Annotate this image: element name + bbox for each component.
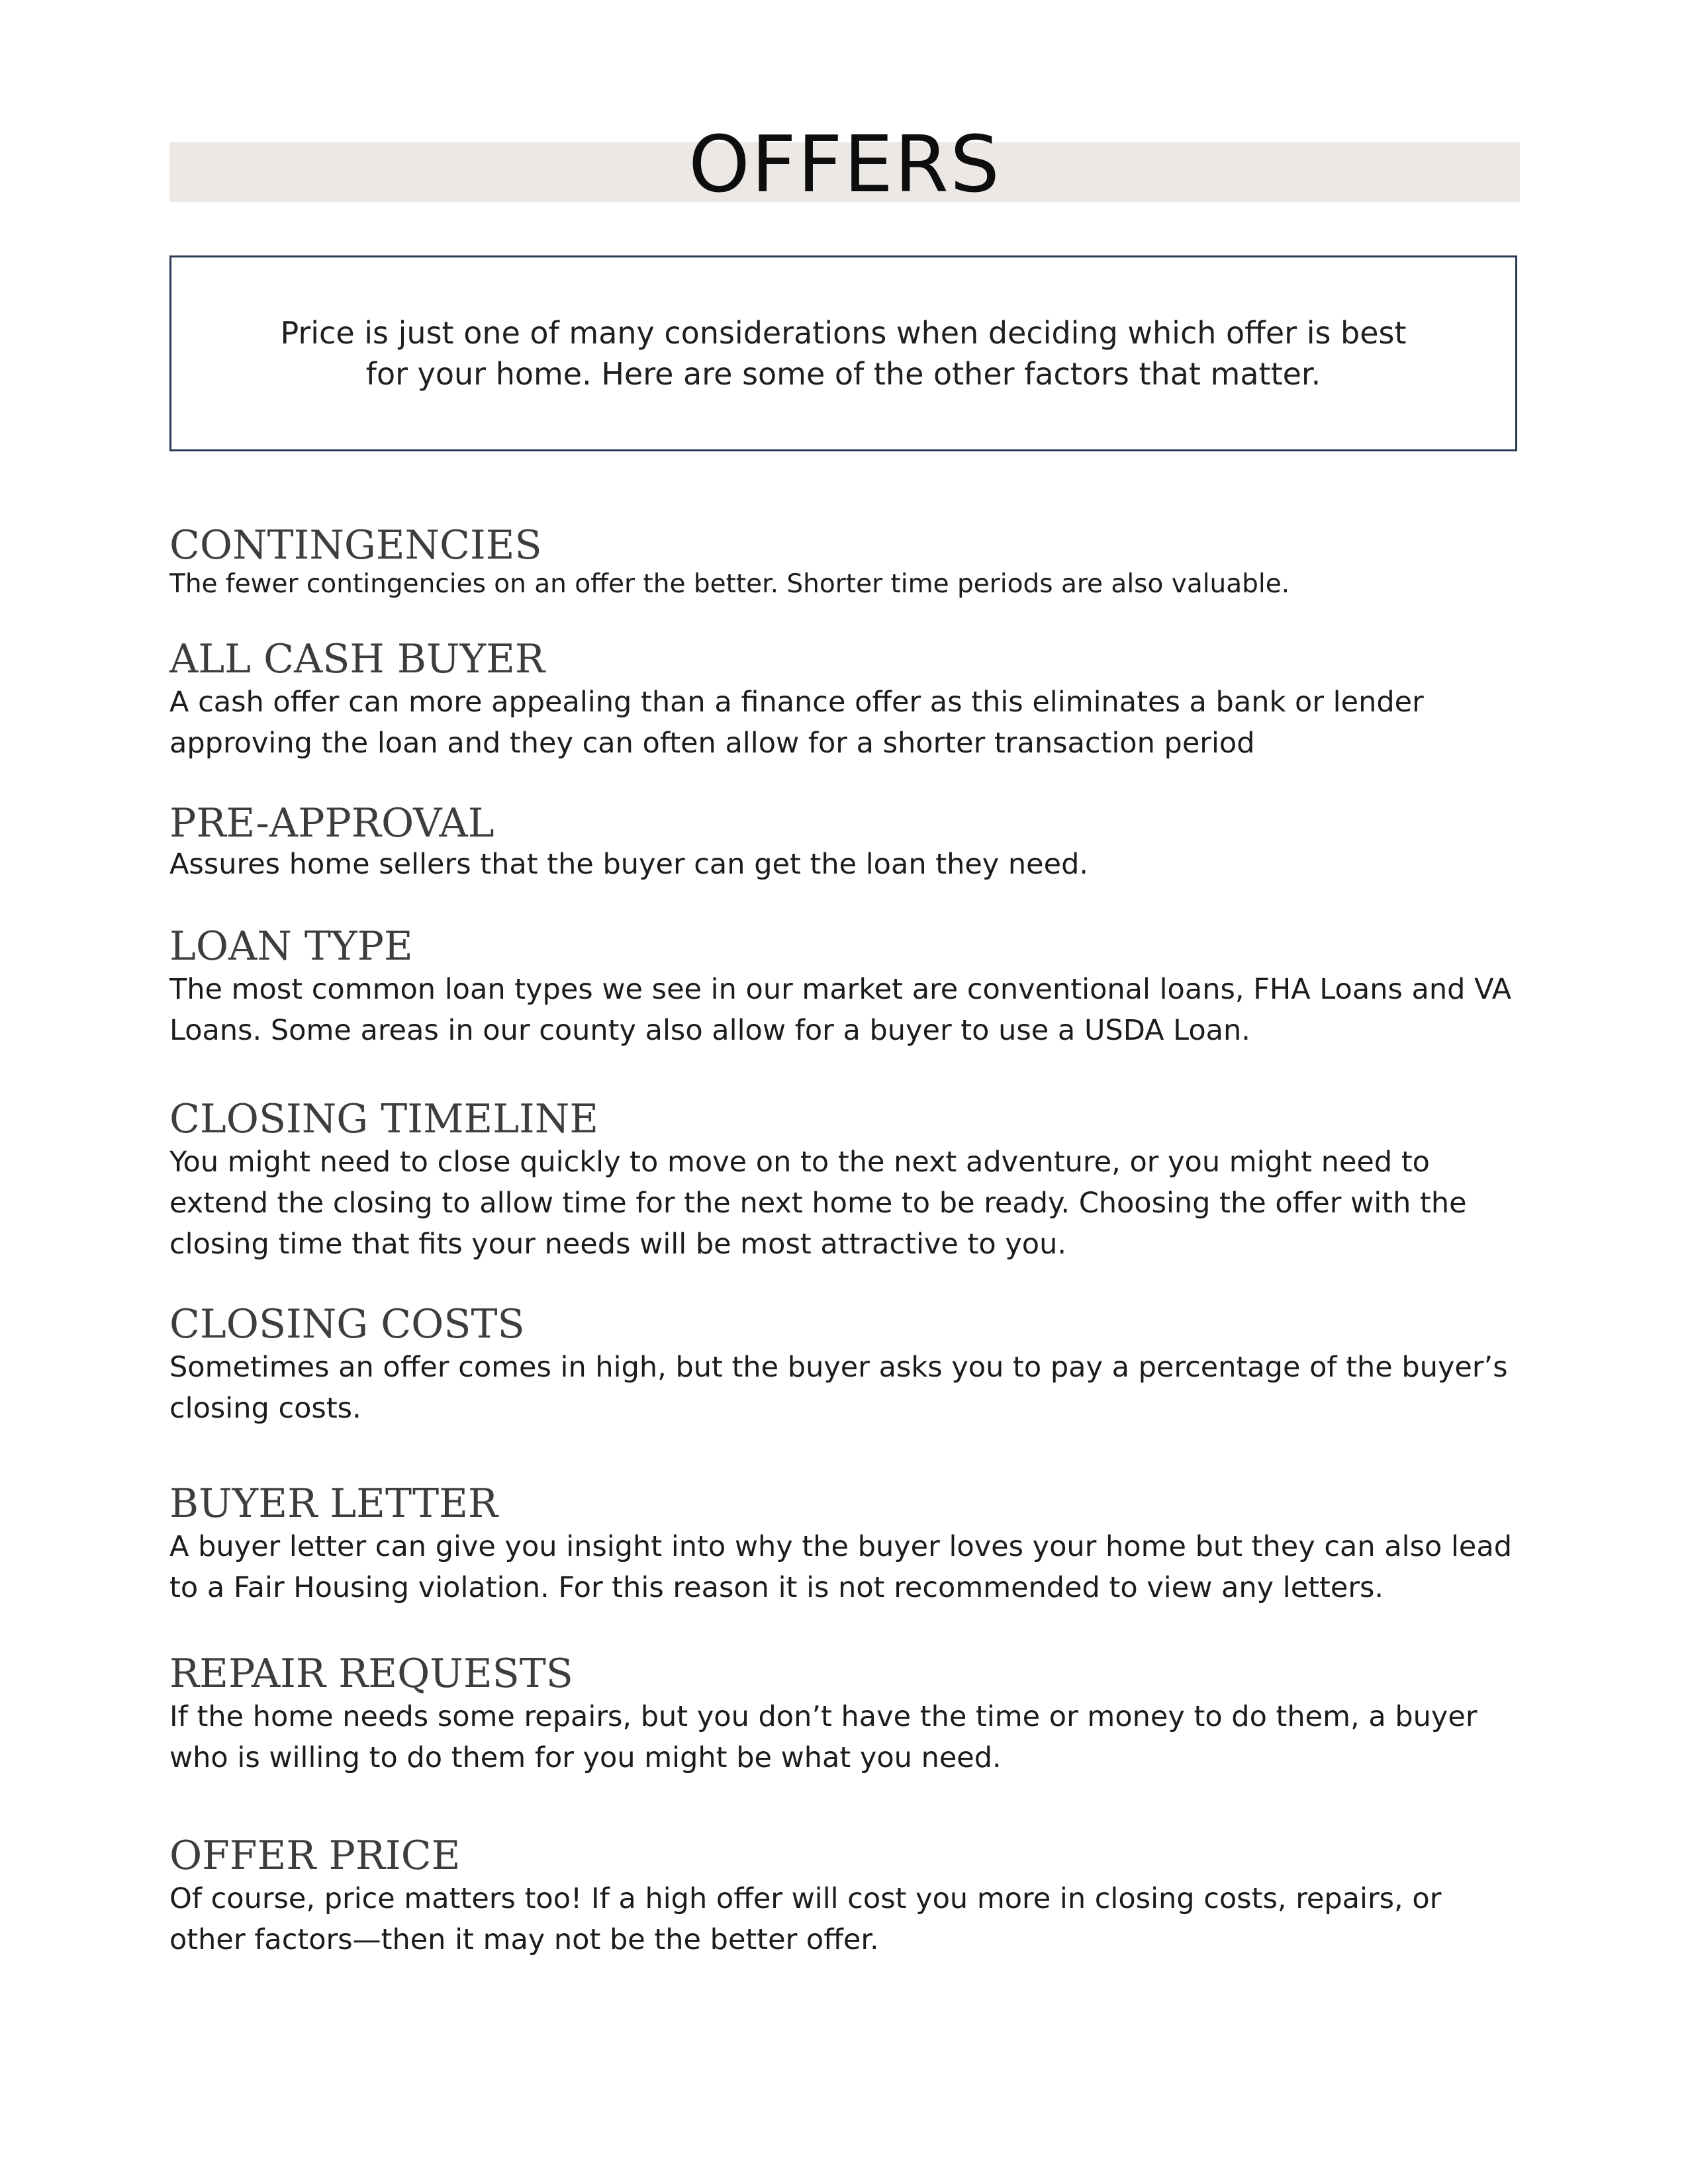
section-heading: REPAIR REQUESTS xyxy=(169,1651,573,1697)
section-repair-requests xyxy=(169,1651,1520,1778)
page-title: OFFERS xyxy=(688,118,1002,210)
section-offer-price xyxy=(169,1833,1520,1960)
section-body: Sometimes an offer comes in high, but the buyer asks you to pay a percentage of the buyer’s closing costs. xyxy=(169,1351,1508,1425)
section-body: Of course, price matters too! If a high offer will cost you more in closing costs, repairs, or other factors—then it may not be the better offer. xyxy=(169,1882,1442,1956)
section-heading: OFFER PRICE xyxy=(169,1833,461,1879)
section-closing-costs xyxy=(169,1302,1520,1429)
section-contingencies xyxy=(169,523,1520,601)
document-page xyxy=(169,0,1520,2184)
section-body: The most common loan types we see in our market are conventional loans, FHA Loans and VA Loans. Some areas in our county also allow for a buyer to use a USDA Loan. xyxy=(169,973,1512,1047)
section-heading: CLOSING TIMELINE xyxy=(169,1096,599,1142)
section-body: The fewer contingencies on an offer the better. Shorter time periods are also valuable. xyxy=(169,569,1290,599)
section-loan-type xyxy=(169,924,1520,1051)
section-heading: CONTINGENCIES xyxy=(169,522,542,569)
section-heading: CLOSING COSTS xyxy=(169,1301,525,1347)
section-body: A buyer letter can give you insight into why the buyer loves your home but they can also lead to a Fair Housing violation. For this reason it is not recommended to view any letters. xyxy=(169,1530,1512,1604)
section-heading: LOAN TYPE xyxy=(169,923,413,970)
section-body: A cash offer can more appealing than a finance offer as this eliminates a bank or lender approving the loan and they can often allow for a shorter transaction period xyxy=(169,686,1424,760)
intro-text: Price is just one of many considerations when deciding which offer is best for your home. Here are some of the other factors that matter. xyxy=(280,315,1407,392)
section-body: You might need to close quickly to move on to the next adventure, or you might need to extend the closing to allow time for the next home to be ready. Choosing the offer with the closing time that fits your needs will be most attractive to you. xyxy=(169,1146,1467,1261)
section-closing-timeline xyxy=(169,1097,1520,1265)
section-all-cash-buyer xyxy=(169,637,1520,764)
section-heading: PRE-APPROVAL xyxy=(169,800,494,846)
section-heading: BUYER LETTER xyxy=(169,1480,498,1527)
section-pre-approval xyxy=(169,801,1520,883)
section-heading: ALL CASH BUYER xyxy=(169,636,545,682)
section-body: If the home needs some repairs, but you don’t have the time or money to do them, a buyer who is willing to do them for you might be what you need. xyxy=(169,1700,1477,1774)
section-body: Assures home sellers that the buyer can get the loan they need. xyxy=(169,848,1089,881)
intro-box xyxy=(169,255,1517,451)
section-buyer-letter xyxy=(169,1481,1520,1608)
